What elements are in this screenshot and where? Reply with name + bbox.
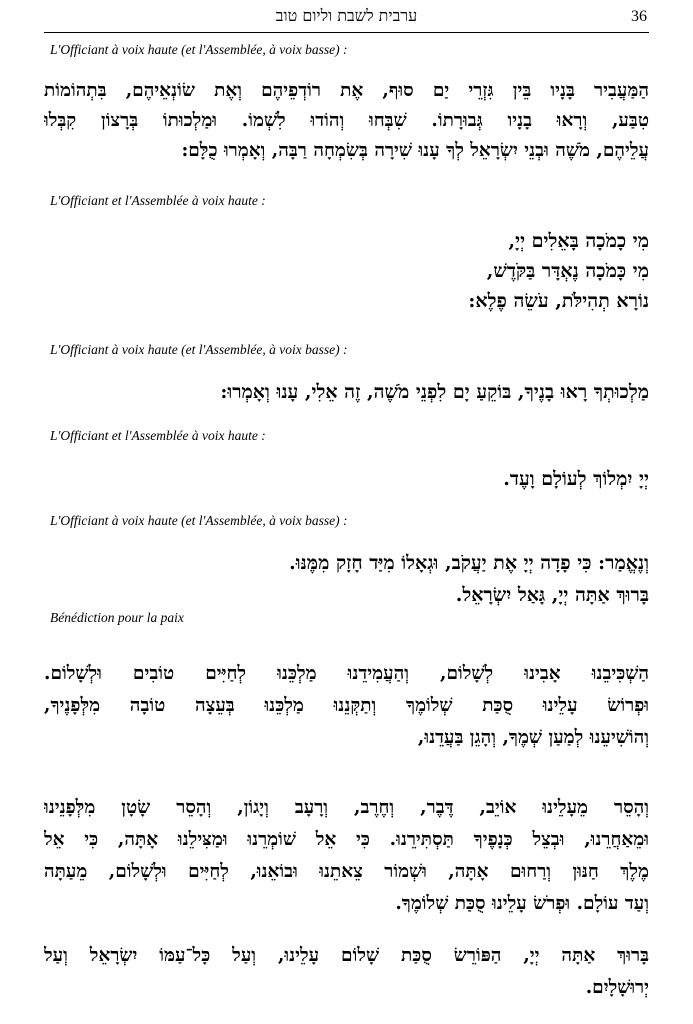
hebrew-block-5 — [44, 547, 649, 611]
hebrew-line: בָּרוּךְ אַתָּה יְיָ, הַפּוֹרֵשׂ סֻכַּת שָׁלוֹם עָלֵינוּ, וְעַל כָּל־עַמּוֹ יִשְׂרָאֵל וְעַל — [44, 945, 649, 966]
hebrew-line: בָּרוּךְ אַתָּה יְיָ, גָּאַל יִשְׂרָאֵל. — [455, 584, 649, 606]
hebrew-line: וְהָסֵר מֵעָלֵינוּ אוֹיֵב, דֶּבֶר, וְחֶרֶב, וְרָעָב וְיָגוֹן, וְהָסֵר שָׂטָן מִלְּפָנֵינוּ — [44, 797, 649, 818]
page-header — [44, 6, 649, 33]
instruction-3: L'Officiant à voix haute (et l'Assemblée, à voix basse) : — [50, 342, 348, 357]
hebrew-line: מִי כָּמֹכָה נֶאְדָּר בַּקֹּדֶשׁ, — [486, 260, 649, 282]
hebrew-line: נוֹרָא תְהִילֹּת, עֹשֵׂה פֶלֶא: — [468, 290, 649, 312]
hebrew-line: וְנֶאֱמַר: כִּי פָדָה יְיָ אֶת יַעֲקֹב, וּגְאָלוֹ מִיַּד חָזָק מִמֶּנּוּ. — [289, 552, 649, 574]
hebrew-block-6 — [44, 658, 649, 754]
hebrew-line: עֲלֵיהֶם, מֹשֶׁה וּבְנֵי יִשְׂרָאֵל לְךָ עָנוּ שִׁירָה בְּשִׂמְחָה רַבָּה, וְאָמְרוּ כֻלָּם: — [181, 140, 649, 161]
hebrew-line: וְעַד עוֹלָם. וּפְרֹשׂ עָלֵינוּ סֻכַּת שְׁלוֹמֶךָ. — [395, 893, 649, 914]
hebrew-line: יְיָ יִמְלוֹךְ לְעוֹלָם וָעֶד. — [503, 468, 649, 490]
page-number: 36 — [631, 8, 647, 25]
instruction-5: L'Officiant à voix haute (et l'Assemblée, à voix basse) : — [50, 513, 348, 528]
hebrew-line: טִבַּע, וְרָאוּ בָנָיו גְּבוּרָתוֹ. שִׁבְּחוּ וְהוֹדוּ לִשְׁמוֹ. וּמַלְכוּתוֹ בְּרָצוֹן קִבְּלוּ — [44, 110, 649, 131]
running-title: ערבית לשבת וליום טוב — [275, 6, 418, 25]
instruction-4: L'Officiant et l'Assemblée à voix haute : — [50, 428, 266, 443]
hebrew-block-1 — [44, 76, 649, 166]
hebrew-line: וְהוֹשִׁיעֵנוּ לְמַעַן שְׁמֶךָ, וְהָגֵן בַּעֲדֵנוּ, — [417, 727, 649, 748]
hebrew-block-4 — [44, 464, 649, 494]
hebrew-line: מַלְכוּתְךָ רָאוּ בָנֶיךָ, בּוֹקֵעַ יָם לִפְנֵי מֹשֶׁה, זֶה אֵלִי, עָנוּ וְאָמְרוּ: — [220, 381, 649, 403]
instruction-6: Bénédiction pour la paix — [50, 610, 184, 625]
hebrew-line: מִי כָמֹכָה בָּאֵלִים יְיָ, — [508, 230, 649, 252]
instruction-2: L'Officiant et l'Assemblée à voix haute : — [50, 193, 266, 208]
instruction-1: L'Officiant à voix haute (et l'Assemblée, à voix basse) : — [50, 42, 348, 57]
hebrew-block-2 — [44, 226, 649, 316]
hebrew-block-8 — [44, 940, 649, 1004]
hebrew-block-3 — [44, 377, 649, 407]
hebrew-line: וּפְרוֹשׂ עָלֵינוּ סֻכַּת שְׁלוֹמֶךָ וְתַקְּנֵנוּ מַלְכֵּנוּ בְּעֵצָה טוֹבָה מִלְּפָנֶיךָ, — [44, 695, 649, 716]
hebrew-line: הַשְׁכִּיבֵנוּ אָבִינוּ לְשָׁלוֹם, וְהַעֲמִידֵנוּ מַלְכֵּנוּ לְחַיִּים טוֹבִים וּלְשָׁלוֹם. — [44, 663, 649, 684]
hebrew-line: יְרוּשָׁלָיִם. — [585, 977, 649, 998]
hebrew-line: מֶלֶךְ חַנּוּן וְרַחוּם אָתָּה, וּשְׁמוֹר צֵאתֵנוּ וּבוֹאֵנוּ, לְחַיִּים וּלְשָׁלוֹם, מֵעַתָּה — [44, 861, 649, 882]
hebrew-line: הַמַּעֲבִיר בָּנָיו בֵּין גִּזְרֵי יַם סוּף, אֶת רוֹדְפֵיהֶם וְאֶת שׂוֹנְאֵיהֶם, בִּתְהוֹמוֹת — [44, 80, 649, 101]
hebrew-line: וּמֵאַחֲרֵנוּ, וּבְצֵל כְּנָפֶיךָ תַּסְתִּירֵנוּ. כִּי אֵל שׁוֹמְרֵנוּ וּמַצִּילֵנוּ אָתָּה, כִּי אֵל — [44, 829, 649, 850]
hebrew-block-7 — [44, 792, 649, 920]
